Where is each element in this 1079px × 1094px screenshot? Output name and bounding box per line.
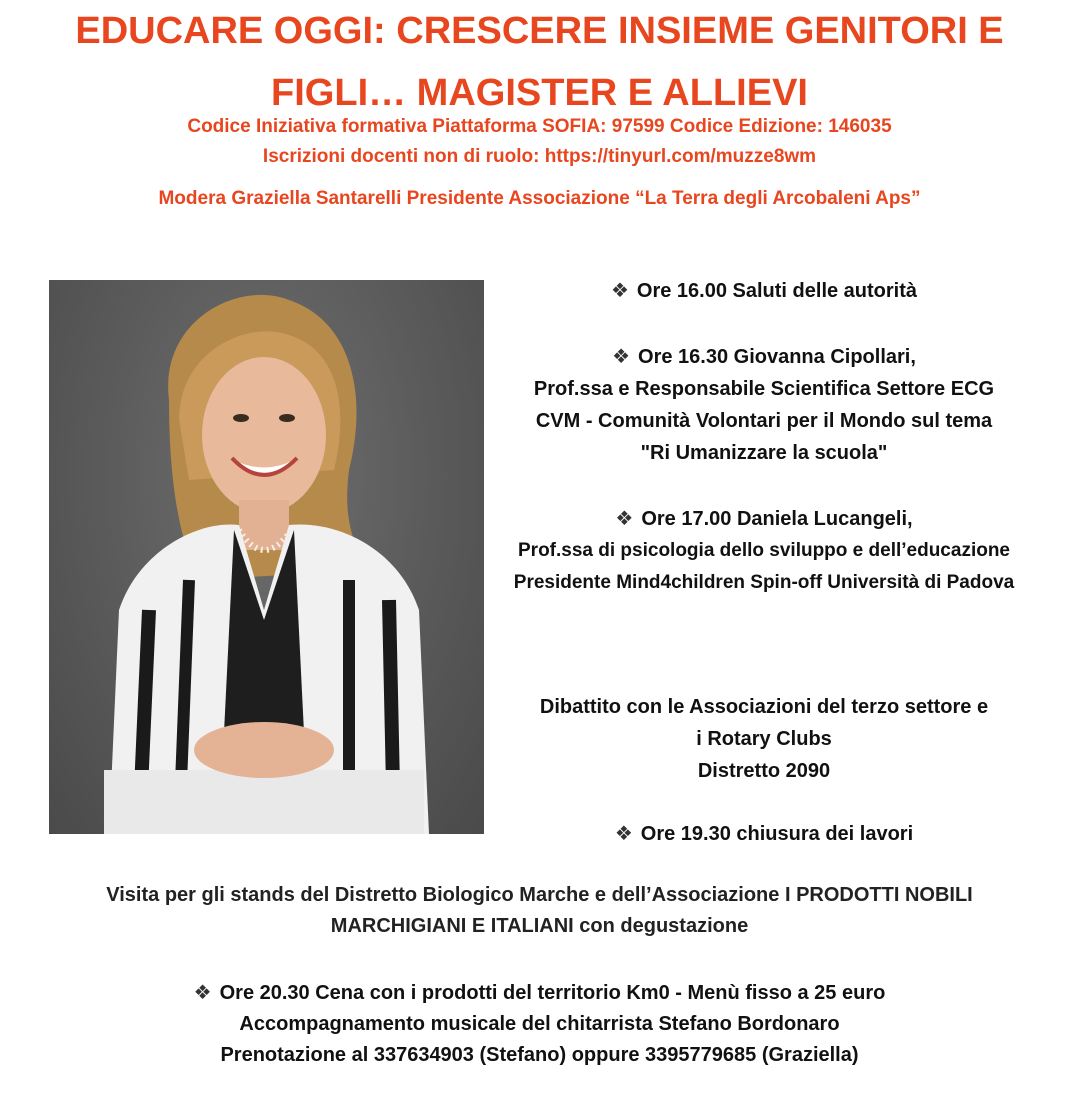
program-item-1 <box>484 275 1044 307</box>
program-item-3-head: Ore 17.00 Daniela Lucangeli, <box>641 508 913 530</box>
program-item-2 <box>484 341 1044 469</box>
visit-block <box>0 880 1079 942</box>
dinner-block <box>0 978 1079 1071</box>
speaker-photo <box>49 280 484 834</box>
dinner-line-3: Prenotazione al 337634903 (Stefano) oppure 3395779685 (Graziella) <box>220 1044 859 1066</box>
speaker-portrait-illustration <box>49 280 484 834</box>
program-item-3-line2: Prof.ssa di psicologia dello sviluppo e dell’educazione <box>518 540 1010 561</box>
program-item-2-line4: "Ri Umanizzare la scuola" <box>640 442 888 464</box>
dinner-line-2: Accompagnamento musicale del chitarrista Stefano Bordonaro <box>239 1013 840 1035</box>
visit-line-2: MARCHIGIANI E ITALIANI con degustazione <box>330 915 749 937</box>
diamond-bullet-icon: ❖ <box>615 508 634 530</box>
closing-text: Ore 19.30 chiusura dei lavori <box>640 823 914 845</box>
dinner-line-1: Ore 20.30 Cena con i prodotti del territorio Km0 - Menù fisso a 25 euro <box>219 982 886 1004</box>
title-line-1: EDUCARE OGGI: CRESCERE INSIEME GENITORI E <box>75 10 1004 52</box>
program-item-3 <box>484 503 1044 599</box>
debate-block <box>484 691 1044 787</box>
debate-line-2: i Rotary Clubs <box>696 728 832 750</box>
program-item-2-head: Ore 16.30 Giovanna Cipollari, <box>638 346 916 368</box>
debate-line-1: Dibattito con le Associazioni del terzo settore e <box>539 696 989 718</box>
title-line-2: FIGLI… MAGISTER E ALLIEVI <box>271 72 808 114</box>
debate-line-3: Distretto 2090 <box>697 760 831 782</box>
event-title <box>0 0 1079 124</box>
visit-line-1: Visita per gli stands del Distretto Biologico Marche e dell’Associazione I PRODOTTI NOBILI <box>106 884 973 906</box>
program-item-2-line3: CVM - Comunità Volontari per il Mondo sul tema <box>535 410 993 432</box>
closing-item <box>484 818 1044 850</box>
diamond-bullet-icon: ❖ <box>610 280 629 302</box>
diamond-bullet-icon: ❖ <box>614 823 633 845</box>
registration-link: Iscrizioni docenti non di ruolo: https://tinyurl.com/muzze8wm <box>262 146 817 167</box>
program-item-3-line3: Presidente Mind4children Spin-off Università di Padova <box>513 572 1015 593</box>
moderator-line: Modera Graziella Santarelli Presidente Associazione “La Terra degli Arcobaleni Aps” <box>158 188 921 209</box>
course-codes: Codice Iniziativa formativa Piattaforma SOFIA: 97599 Codice Edizione: 146035 <box>187 116 892 137</box>
program-item-1-text: Ore 16.00 Saluti delle autorità <box>636 280 918 302</box>
program-item-2-line2: Prof.ssa e Responsabile Scientifica Settore ECG <box>533 378 995 400</box>
diamond-bullet-icon: ❖ <box>193 982 212 1004</box>
diamond-bullet-icon: ❖ <box>612 346 631 368</box>
